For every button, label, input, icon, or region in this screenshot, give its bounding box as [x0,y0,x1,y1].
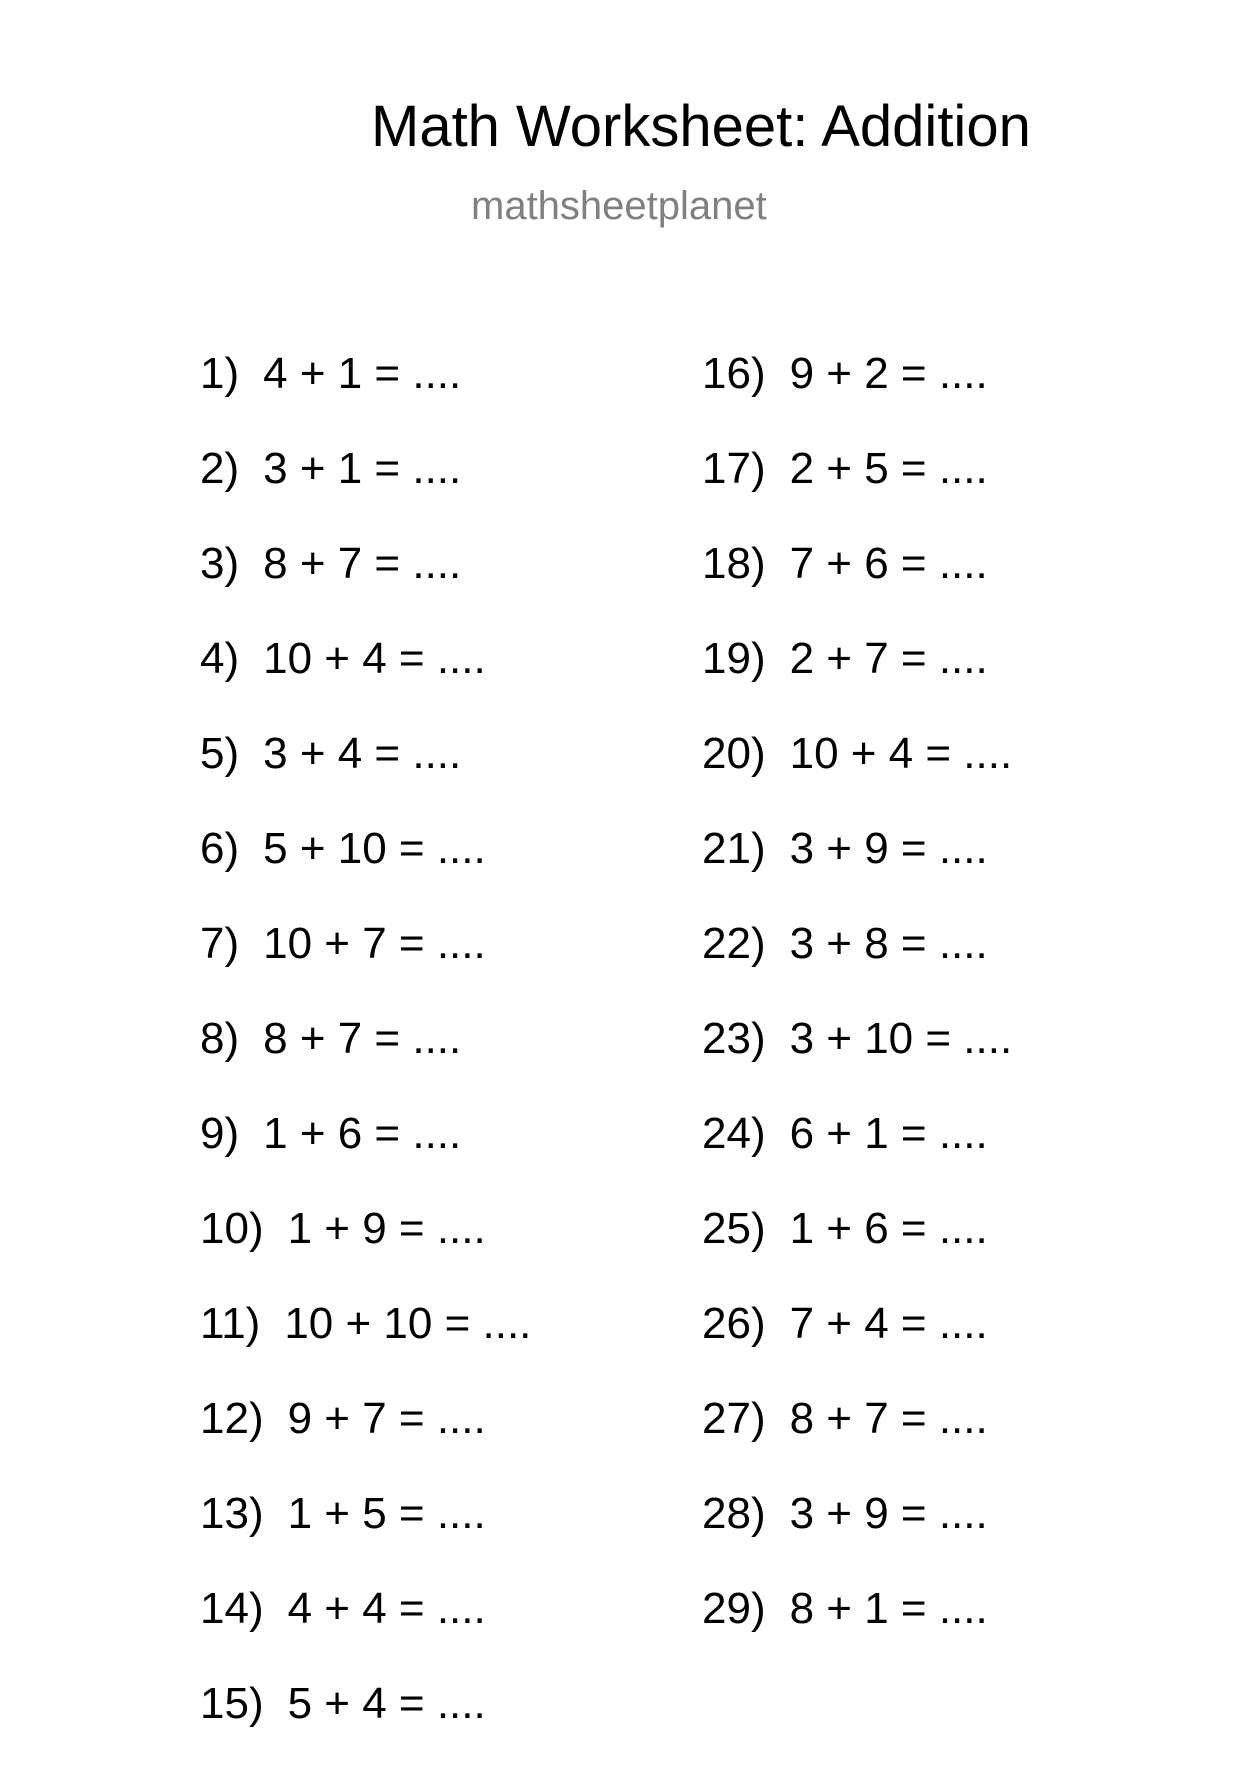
problem-item [702,1014,1013,1112]
problem-item [200,1584,531,1682]
problem-item [702,349,1012,447]
problem-item [200,919,531,1017]
problem-number: 23) [702,1014,766,1063]
problem-expression: 4 + 1 = .... [263,349,462,398]
problem-number: 19) [702,634,766,683]
problem-expression: 1 + 5 = .... [287,1489,486,1538]
problem-expression: 2 + 5 = .... [789,444,988,493]
problem-item [702,634,1012,732]
problem-expression: 3 + 1 = .... [263,444,462,493]
problem-item [702,1584,1012,1682]
problem-number: 24) [702,1109,766,1158]
problem-item [200,1109,531,1207]
problem-number: 10) [200,1204,264,1253]
problem-item [200,824,531,922]
problem-number: 11) [200,1299,261,1348]
worksheet-title: Math Worksheet: Addition [371,94,1031,159]
problem-expression: 3 + 4 = .... [263,729,462,778]
problem-item [200,1014,531,1112]
problem-number: 17) [702,444,766,493]
problem-expression: 1 + 6 = .... [263,1109,462,1158]
problem-item [200,1299,532,1397]
problem-expression: 4 + 4 = .... [287,1584,486,1633]
problem-item [702,1109,1012,1207]
problem-expression: 1 + 9 = .... [287,1204,486,1253]
problem-item [702,1394,1012,1492]
problem-number: 18) [702,539,766,588]
problem-expression: 7 + 6 = .... [789,539,988,588]
problem-expression: 8 + 1 = .... [789,1584,988,1633]
problem-item [702,1299,1012,1397]
problem-number: 9) [200,1109,240,1158]
problem-item [200,349,531,447]
problem-expression: 3 + 9 = .... [789,824,988,873]
problem-expression: 10 + 4 = .... [789,729,1013,778]
problem-item [702,729,1013,827]
problem-item [200,1204,531,1302]
problem-item [200,1394,531,1492]
problem-number: 20) [702,729,766,778]
problem-number: 3) [200,539,240,588]
problem-number: 22) [702,919,766,968]
problem-number: 25) [702,1204,766,1253]
problem-expression: 8 + 7 = .... [789,1394,988,1443]
problem-expression: 6 + 1 = .... [789,1109,988,1158]
problem-item [702,919,1012,1017]
problem-item [702,444,1012,542]
problem-number: 5) [200,729,240,778]
problem-expression: 3 + 8 = .... [789,919,988,968]
problem-number: 16) [702,349,766,398]
problem-item [702,539,1012,637]
problem-item [702,1204,1012,1302]
problem-number: 26) [702,1299,766,1348]
problem-number: 14) [200,1584,264,1633]
problem-number: 29) [702,1584,766,1633]
problem-item [200,729,531,827]
problem-number: 8) [200,1014,240,1063]
problem-item [200,539,531,637]
problem-number: 12) [200,1394,264,1443]
problem-number: 1) [200,349,240,398]
problem-number: 13) [200,1489,264,1538]
problem-expression: 10 + 10 = .... [284,1299,532,1348]
problem-expression: 10 + 4 = .... [263,634,486,683]
problem-number: 27) [702,1394,766,1443]
problem-expression: 8 + 7 = .... [263,539,462,588]
problem-expression: 9 + 7 = .... [287,1394,486,1443]
problem-expression: 2 + 7 = .... [789,634,988,683]
problem-number: 21) [702,824,766,873]
problem-expression: 1 + 6 = .... [789,1204,988,1253]
problem-expression: 3 + 10 = .... [789,1014,1013,1063]
worksheet-subtitle: mathsheetplanet [471,184,767,228]
problem-item [200,1679,531,1777]
problem-number: 2) [200,444,240,493]
problem-expression: 9 + 2 = .... [789,349,988,398]
problem-item [702,1489,1012,1587]
problem-expression: 10 + 7 = .... [263,919,486,968]
problems-column-left [200,349,532,1777]
problem-expression: 5 + 4 = .... [287,1679,486,1728]
problem-item [702,824,1012,922]
problem-number: 15) [200,1679,264,1728]
problem-item [200,634,531,732]
problem-expression: 5 + 10 = .... [263,824,486,873]
problem-number: 4) [200,634,240,683]
problem-expression: 3 + 9 = .... [789,1489,988,1538]
problem-item [200,444,531,542]
problems-column-right [702,349,1013,1682]
problem-number: 28) [702,1489,766,1538]
problem-number: 6) [200,824,240,873]
problem-expression: 8 + 7 = .... [263,1014,462,1063]
problem-item [200,1489,531,1587]
problem-number: 7) [200,919,240,968]
problem-expression: 7 + 4 = .... [789,1299,988,1348]
